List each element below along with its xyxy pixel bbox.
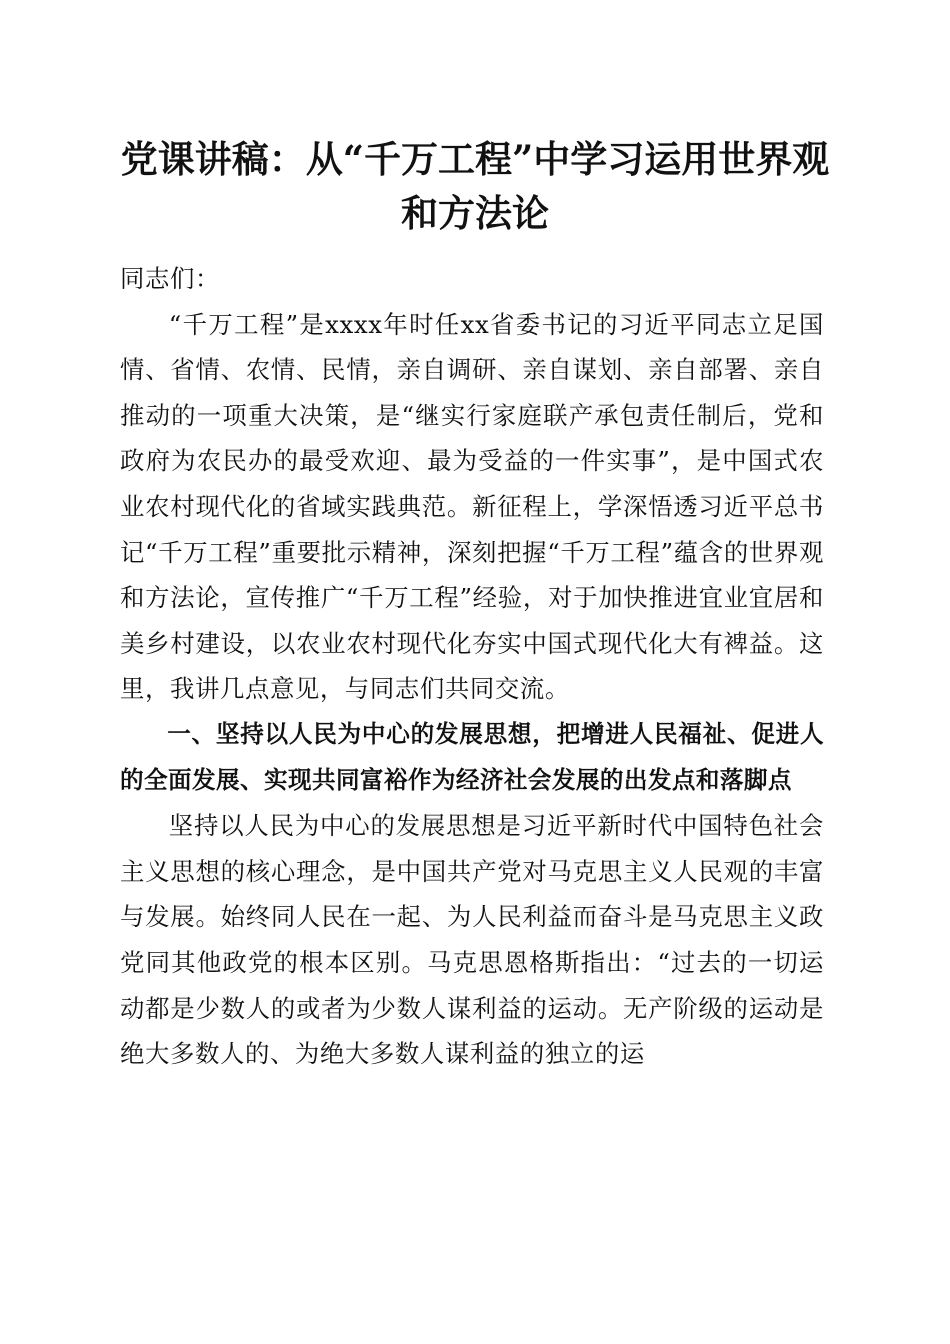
section-1-paragraph: 坚持以人民为中心的发展思想是习近平新时代中国特色社会主义思想的核心理念，是中国共产党对马克思主义人民观的丰富与发展。始终同人民在一起、为人民利益而奋斗是马克思主义政党同其他政党的根本区别。马克思恩格斯指出：“过去的一切运动都是少数人的或者为少数人谋利益的运动。无产阶级的运动是绝大多数人的、为绝大多数人谋利益的独立的运 <box>120 811 824 1069</box>
document-body <box>120 256 824 1077</box>
salutation: 同志们： <box>120 264 220 293</box>
document-title <box>100 132 850 240</box>
title-line-1: 党课讲稿：从“千万工程”中学习运用世界观 <box>120 137 830 181</box>
title-line-2: 和方法论 <box>401 191 549 235</box>
section-heading-1: 一、坚持以人民为中心的发展思想，把增进人民福祉、促进人的全面发展、实现共同富裕作为经济社会发展的出发点和落脚点 <box>120 719 824 794</box>
intro-paragraph: “千万工程”是xxxx年时任xx省委书记的习近平同志立足国情、省情、农情、民情，亲自调研、亲自谋划、亲自部署、亲自推动的一项重大决策，是“继实行家庭联产承包责任制后，党和政府为农民办的最受欢迎、最为受益的一件实事”，是中国式农业农村现代化的省域实践典范。新征程上，学深悟透习近平总书记“千万工程”重要批示精神，深刻把握“千万工程”蕴含的世界观和方法论，宣传推广“千万工程”经验，对于加快推进宜业宜居和美乡村建设，以农业农村现代化夯实中国式现代化大有裨益。这里，我讲几点意见，与同志们共同交流。 <box>120 309 824 704</box>
